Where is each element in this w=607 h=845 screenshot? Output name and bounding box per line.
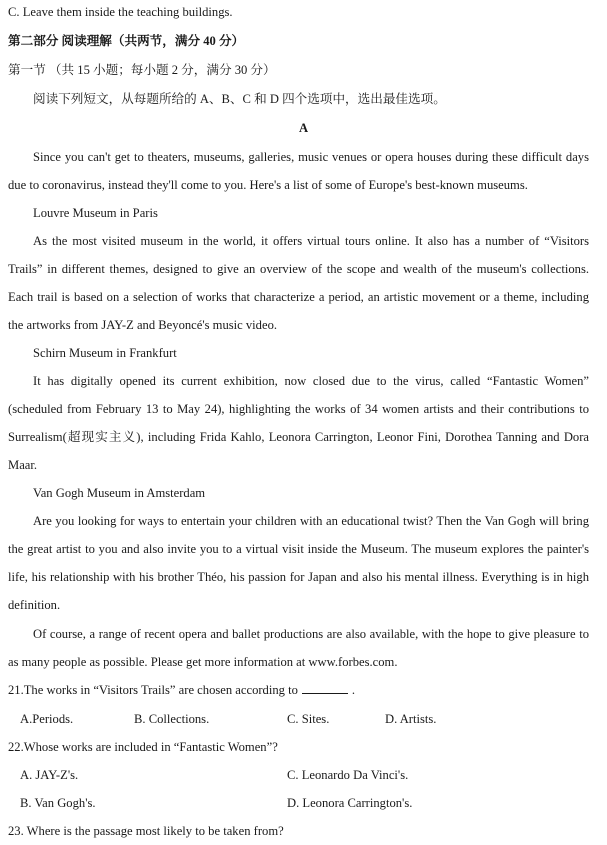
q22-option-d: D. Leonora Carrington's.	[287, 796, 413, 810]
question-21-tail: .	[351, 683, 356, 697]
vangogh-line: Are you looking for ways to entertain your children with an educational twist? Then the Van Gogh will bring	[33, 514, 589, 528]
schirn-line: It has digitally opened its current exhibition, now closed due to the virus, called “Fantastic Women”	[33, 374, 589, 388]
q22-option-c: C. Leonardo Da Vinci's.	[287, 768, 409, 782]
schirn-line: Surrealism(超现实主义), including Frida Kahlo, Leonora Carrington, Leonor Fini, Dorothea Tanning and Dora	[8, 430, 589, 444]
answer-blank	[302, 682, 348, 694]
question-22: 22.Whose works are included in “Fantastic Women”?	[8, 740, 278, 754]
vangogh-line: definition.	[8, 598, 61, 612]
section-heading: 第二部分 阅读理解（共两节，满分 40 分）	[8, 34, 245, 48]
previous-option-c: C. Leave them inside the teaching buildings.	[8, 5, 233, 19]
louvre-line: Trails” in different themes, designed to give an overview of the scope and wealth of the museum's collections.	[8, 262, 589, 276]
question-23: 23. Where is the passage most likely to be taken from?	[8, 824, 284, 838]
louvre-line: Each trail is based on a selection of works that characterize a period, an artistic movement or a theme, including	[8, 290, 589, 304]
louvre-line: As the most visited museum in the world, it offers virtual tours online. It also has a number of “Visitors	[33, 234, 589, 248]
intro-line: due to coronavirus, instead they'll come to you. Here's a list of some of Europe's best-known museums.	[8, 178, 528, 192]
louvre-title: Louvre Museum in Paris	[33, 206, 158, 220]
q21-option-a: A.Periods.	[20, 712, 74, 726]
vangogh-line: life, his relationship with his brother Théo, his passion for Japan and also his mental illness. Everything is in high	[8, 570, 589, 584]
section-subheading: 第一节 （共 15 小题；每小题 2 分，满分 30 分）	[8, 63, 276, 77]
schirn-line: (scheduled from February 13 to May 24), highlighting the works of 34 women artists and their contributions to	[8, 402, 589, 416]
intro-line: Since you can't get to theaters, museums, galleries, music venues or opera houses during these difficult days	[33, 150, 589, 164]
vangogh-title: Van Gogh Museum in Amsterdam	[33, 486, 206, 500]
question-21-stem: 21.The works in “Visitors Trails” are chosen according to	[8, 683, 298, 697]
q22-option-a: A. JAY-Z's.	[20, 768, 79, 782]
louvre-line: the artworks from JAY-Z and Beyoncé's music video.	[8, 318, 278, 332]
q22-option-b: B. Van Gogh's.	[20, 796, 96, 810]
closing-line: Of course, a range of recent opera and ballet productions are also available, with the hope to give pleasure to	[33, 627, 589, 641]
q21-option-c: C. Sites.	[287, 712, 330, 726]
question-21	[8, 682, 589, 698]
schirn-title: Schirn Museum in Frankfurt	[33, 346, 177, 360]
q21-option-b: B. Collections.	[134, 712, 210, 726]
vangogh-line: the great artist to you and also invite you to a virtual visit inside the Museum. The museum explores the painter's	[8, 542, 589, 556]
q21-option-d: D. Artists.	[385, 712, 437, 726]
closing-line: as many people as possible. Please get more information at www.forbes.com.	[8, 655, 398, 669]
instructions: 阅读下列短文，从每题所给的 A、B、C 和 D 四个选项中，选出最佳选项。	[33, 92, 446, 106]
passage-letter: A	[298, 121, 309, 135]
schirn-line: Maar.	[8, 458, 38, 472]
